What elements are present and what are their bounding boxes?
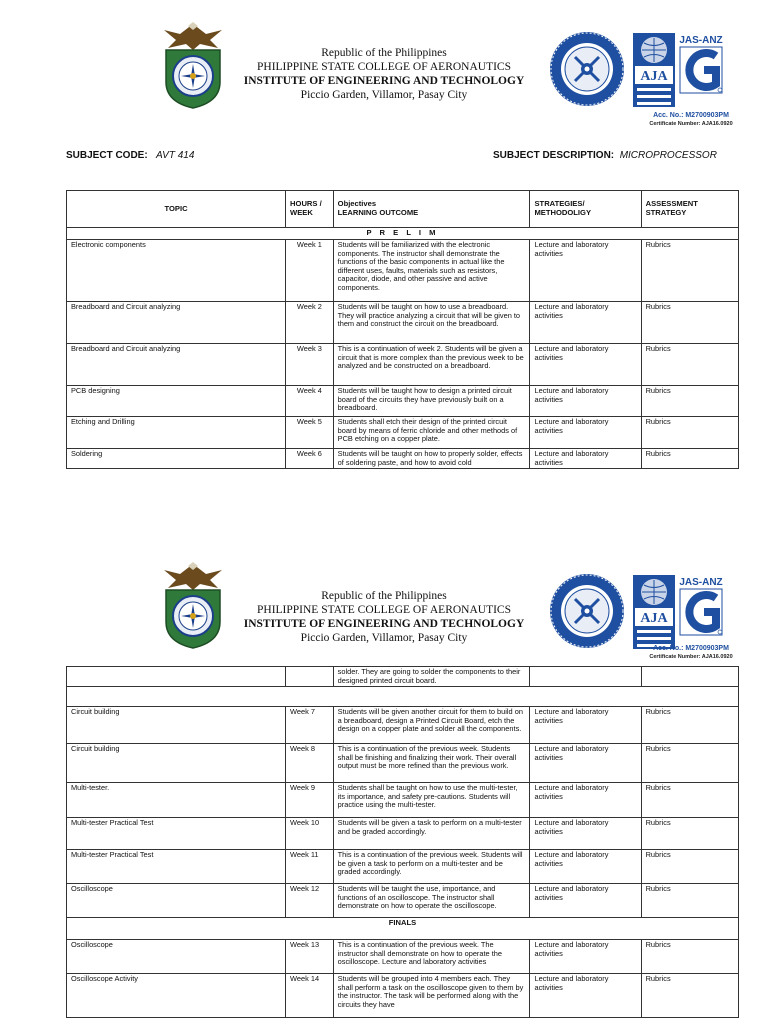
strategy-cell: Lecture and laboratory activities [530, 818, 641, 850]
table-row [67, 344, 739, 386]
subject-description-value: MICROPROCESSOR [619, 150, 717, 161]
section-row-prelim [67, 228, 739, 240]
week-cell: Week 14 [286, 974, 334, 1018]
assessment-cell: Rubrics [641, 884, 738, 918]
jas-anz-logo-text: JAS-ANZ [679, 577, 723, 588]
table-row [67, 302, 739, 344]
assessment-cell: Rubrics [641, 850, 738, 884]
week-cell: Week 9 [286, 783, 334, 818]
topic-cell [67, 667, 286, 687]
table-row [67, 744, 739, 783]
objective-cell: This is a continuation of the previous week. The instructor shall demonstrate on how to operate the oscilloscope. Lecture and laboratory activities [333, 940, 530, 974]
header-line-institute: INSTITUTE OF ENGINEERING AND TECHNOLOGY [243, 618, 525, 630]
objective-cell: Students will be taught on how to properly solder, effects of soldering paste, and how to avoid cold [333, 449, 530, 469]
header-line-republic: Republic of the Philippines [321, 590, 447, 602]
week-cell: Week 8 [286, 744, 334, 783]
column-header-strategies-line1: STRATEGIES/ [534, 199, 585, 209]
syllabus-table-page1 [66, 190, 739, 469]
strategy-cell: Lecture and laboratory activities [530, 449, 641, 469]
week-cell: Week 2 [286, 302, 334, 344]
engineering-seal-logo [548, 30, 626, 108]
table-row [67, 940, 739, 974]
column-header-strategies [530, 191, 641, 228]
subject-code-value: AVT 414 [156, 150, 195, 161]
strategy-cell: Lecture and laboratory activities [530, 302, 641, 344]
topic-cell: Breadboard and Circuit analyzing [67, 302, 286, 344]
column-header-strategies-line2: METHODOLIGY [534, 208, 592, 217]
subject-code [66, 150, 194, 161]
week-cell: Week 5 [286, 417, 334, 449]
table-row [67, 850, 739, 884]
institution-header [200, 589, 568, 645]
aja-registrars-logo [632, 574, 676, 650]
accreditation-info [636, 644, 746, 661]
assessment-cell: Rubrics [641, 344, 738, 386]
subject-code-label: SUBJECT CODE: [66, 150, 148, 161]
objective-cell: Students will be taught on how to use a breadboard. They will practice analyzing a circuit that will be given to them and construct the circuit on the breadboard. [333, 302, 530, 344]
jas-anz-logo [676, 574, 726, 650]
objective-cell: This is a continuation of the previous week. Students will be given a task to perform on a multi-tester and be graded accordingly. [333, 850, 530, 884]
column-header-objectives [333, 191, 530, 228]
table-header-row [67, 191, 739, 228]
assessment-cell: Rubrics [641, 386, 738, 417]
topic-cell: Etching and Drilling [67, 417, 286, 449]
week-cell: Week 13 [286, 940, 334, 974]
week-cell: Week 1 [286, 240, 334, 302]
aja-logo-text: AJA [640, 611, 668, 626]
column-header-assessment [641, 191, 738, 228]
assessment-cell: Rubrics [641, 974, 738, 1018]
section-label-finals: FINALS [67, 918, 739, 940]
objective-cell: Students shall be taught on how to use the multi-tester, its importance, and safety pre-cautions. Students will practice using the multi-tester. [333, 783, 530, 818]
syllabus-table-page2 [66, 666, 739, 1018]
week-cell: Week 7 [286, 707, 334, 744]
aja-registrars-logo [632, 32, 676, 108]
table-row [67, 818, 739, 850]
objective-cell: Students shall etch their design of the printed circuit board by means of ferric chloride and other methods of PCB etching on a copper plate. [333, 417, 530, 449]
strategy-cell: Lecture and laboratory activities [530, 707, 641, 744]
topic-cell: PCB designing [67, 386, 286, 417]
table-row [67, 449, 739, 469]
topic-cell: Oscilloscope [67, 884, 286, 918]
header-line-institute: INSTITUTE OF ENGINEERING AND TECHNOLOGY [243, 75, 525, 87]
topic-cell: Multi-tester Practical Test [67, 818, 286, 850]
blank-section-row [67, 687, 739, 707]
column-header-hours-line1: HOURS / [290, 199, 322, 209]
strategy-cell: Lecture and laboratory activities [530, 240, 641, 302]
strategy-cell: Lecture and laboratory activities [530, 884, 641, 918]
objective-cell: This is a continuation of week 2. Students will be given a circuit that is more complex than the previous week to be analyzed and be constructed on a breadboard. [333, 344, 530, 386]
assessment-cell: Rubrics [641, 302, 738, 344]
assessment-cell: Rubrics [641, 707, 738, 744]
objective-cell: solder. They are going to solder the components to their designed printed circuit board. [333, 667, 530, 687]
column-header-topic: TOPIC [67, 191, 286, 228]
week-cell: Week 10 [286, 818, 334, 850]
subject-description-label: SUBJECT DESCRIPTION: [493, 150, 615, 161]
accreditation-info [636, 111, 746, 128]
strategy-cell [530, 667, 641, 687]
accreditation-number: Acc. No.: M2700903PM [653, 112, 729, 119]
section-row-finals [67, 918, 739, 940]
topic-cell: Oscilloscope Activity [67, 974, 286, 1018]
objective-cell: Students will be given another circuit for them to build on a breadboard, design a Printed Circuit Board, etch the design on a copper plate and solder all the components. [333, 707, 530, 744]
header-line-address: Piccio Garden, Villamor, Pasay City [300, 89, 468, 101]
table-row-continuation [67, 667, 739, 687]
strategy-cell: Lecture and laboratory activities [530, 940, 641, 974]
assessment-cell: Rubrics [641, 818, 738, 850]
week-cell [286, 667, 334, 687]
strategy-cell: Lecture and laboratory activities [530, 386, 641, 417]
header-line-college: PHILIPPINE STATE COLLEGE OF AERONAUTICS [257, 604, 511, 616]
topic-cell: Electronic components [67, 240, 286, 302]
strategy-cell: Lecture and laboratory activities [530, 417, 641, 449]
jas-anz-logo-text: JAS-ANZ [679, 35, 723, 46]
objective-cell: Students will be taught the use, importance, and functions of an oscilloscope. The instructor shall demonstrate on how to operate the oscilloscope. [333, 884, 530, 918]
objective-cell: Students will be familiarized with the electronic components. The instructor shall demonstrate the functions of the basic components in actual like the different uses, faults, materials such as resistors, capacitor, diode, and other passive and active components. [333, 240, 530, 302]
assessment-cell: Rubrics [641, 417, 738, 449]
engineering-seal-logo [548, 572, 626, 650]
topic-cell: Multi-tester Practical Test [67, 850, 286, 884]
institution-header [200, 46, 568, 102]
strategy-cell: Lecture and laboratory activities [530, 344, 641, 386]
table-row [67, 974, 739, 1018]
assessment-cell: Rubrics [641, 744, 738, 783]
header-line-address: Piccio Garden, Villamor, Pasay City [300, 632, 468, 644]
subject-description [493, 150, 717, 161]
column-header-objectives-line2: LEARNING OUTCOME [337, 208, 419, 217]
assessment-cell: Rubrics [641, 783, 738, 818]
objective-cell: This is a continuation of the previous week. Students shall be finishing and finalizing their work. Their overall output must be more refined than the previous work. [333, 744, 530, 783]
week-cell: Week 3 [286, 344, 334, 386]
page-2 [0, 538, 768, 1024]
objective-cell: Students will be grouped into 4 members each. They shall perform a task on the oscilloscope given to them by the instructor. The task will be performed along with the circuits they have [333, 974, 530, 1018]
column-header-hours [286, 191, 334, 228]
topic-cell: Soldering [67, 449, 286, 469]
header-line-college: PHILIPPINE STATE COLLEGE OF AERONAUTICS [257, 61, 511, 73]
strategy-cell: Lecture and laboratory activities [530, 850, 641, 884]
week-cell: Week 6 [286, 449, 334, 469]
column-header-hours-line2: WEEK [290, 208, 313, 217]
column-header-objectives-line1: Objectives [337, 199, 377, 209]
certificate-number: Certificate Number: AJA16.0920 [649, 654, 733, 660]
accreditation-number: Acc. No.: M2700903PM [653, 645, 729, 652]
column-header-assessment-line1: ASSESSMENT [645, 199, 698, 209]
week-cell: Week 4 [286, 386, 334, 417]
week-cell: Week 11 [286, 850, 334, 884]
header-line-republic: Republic of the Philippines [321, 47, 447, 59]
blank-section-cell [67, 687, 739, 707]
week-cell: Week 12 [286, 884, 334, 918]
table-row [67, 884, 739, 918]
strategy-cell: Lecture and laboratory activities [530, 974, 641, 1018]
table-row [67, 783, 739, 818]
assessment-cell: Rubrics [641, 449, 738, 469]
table-row [67, 386, 739, 417]
strategy-cell: Lecture and laboratory activities [530, 744, 641, 783]
topic-cell: Multi-tester. [67, 783, 286, 818]
table-row [67, 707, 739, 744]
topic-cell: Circuit building [67, 744, 286, 783]
topic-cell: Oscilloscope [67, 940, 286, 974]
table-row [67, 240, 739, 302]
assessment-cell: Rubrics [641, 240, 738, 302]
aja-logo-text: AJA [640, 69, 668, 84]
jas-anz-logo [676, 32, 726, 108]
table-row [67, 417, 739, 449]
objective-cell: Students will be given a task to perform on a multi-tester and be graded accordingly. [333, 818, 530, 850]
section-label-prelim: P R E L I M [67, 228, 739, 240]
column-header-assessment-line2: STRATEGY [645, 208, 687, 217]
objective-cell: Students will be taught how to design a printed circuit board of the circuits they have previously built on a breadboard. [333, 386, 530, 417]
certificate-number: Certificate Number: AJA16.0920 [649, 121, 733, 127]
assessment-cell: Rubrics [641, 940, 738, 974]
topic-cell: Breadboard and Circuit analyzing [67, 344, 286, 386]
assessment-cell [641, 667, 738, 687]
topic-cell: Circuit building [67, 707, 286, 744]
strategy-cell: Lecture and laboratory activities [530, 783, 641, 818]
